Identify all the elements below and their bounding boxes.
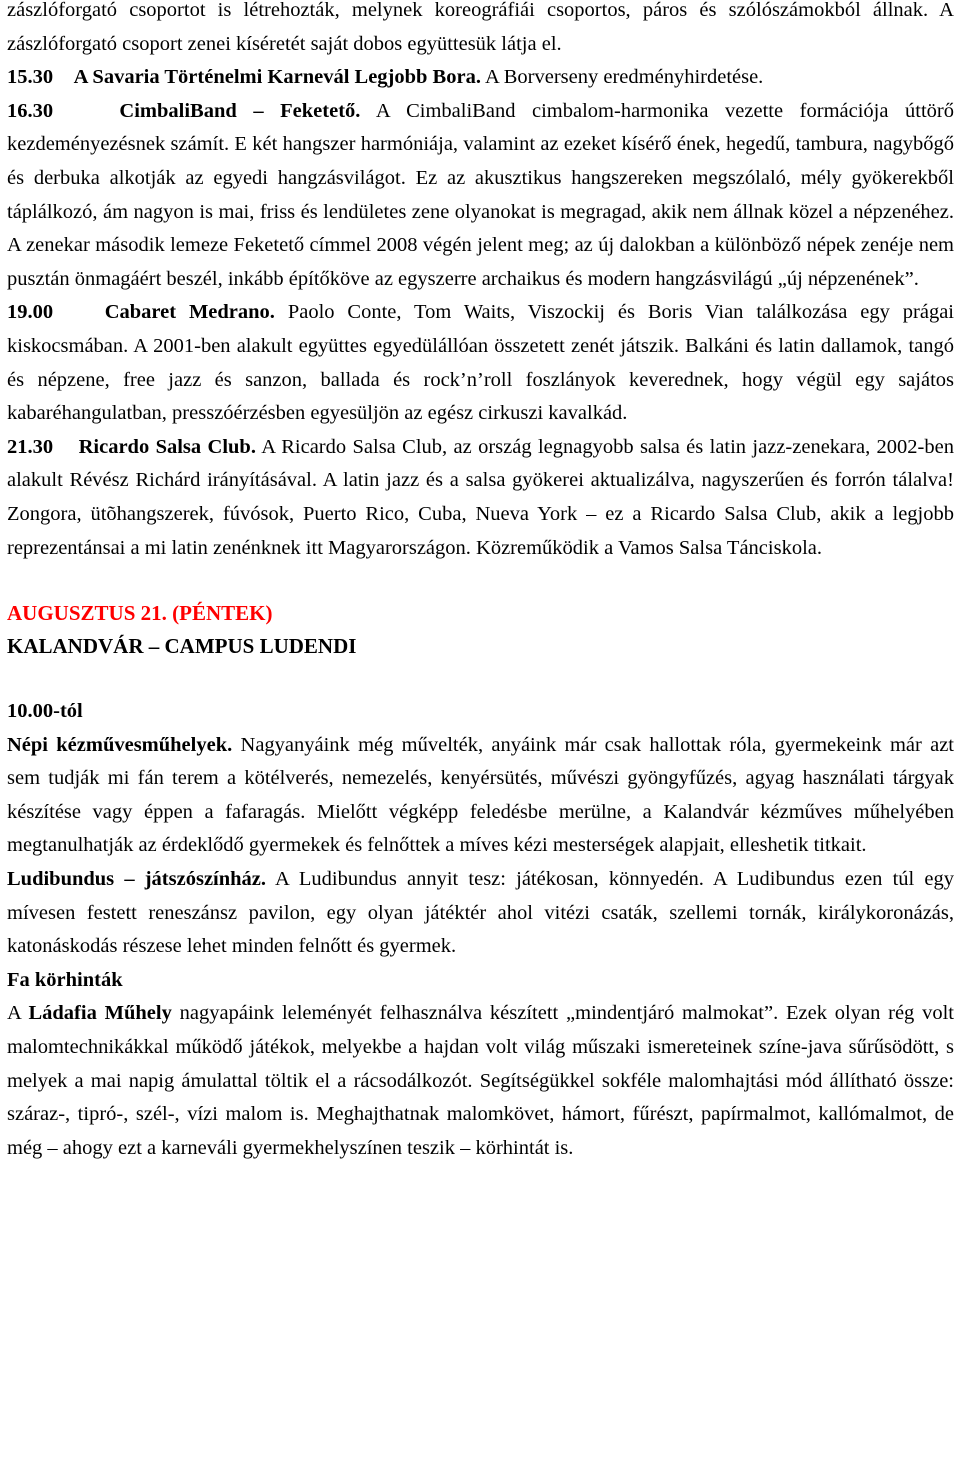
event-title: Cabaret Medrano. [104, 301, 275, 324]
workshop-carousels-title [7, 964, 954, 998]
workshop-title: Népi kézművesműhelyek. [7, 733, 233, 756]
spacer [7, 565, 954, 597]
workshop-description: Nagyanyáink még művelték, anyáink már csak hallottak róla, gyermekeink már azt sem tudják mi fán terem a kötélverés, nemezelés, kenyérsütés, művészi gyöngyfűzés, agyag használati tárgyak készítése vagy éppen a fafaragás. Mielőtt végképp feledésbe merülne, a Kalandvár kézműves műhelyében megtanulhatják az érdeklődő gyermekek és felnőttek a míves kézi mesterségek alapjait, elleshetik titkait. [7, 733, 954, 857]
spacer [7, 663, 954, 695]
event-time: 16.30 [7, 99, 54, 122]
workshop-maker: Ládafia Műhely [28, 1002, 172, 1025]
event-cabaret-medrano [7, 296, 954, 430]
event-description: A Borverseny eredményhirdetése. [480, 66, 764, 89]
workshop-prefix: A [7, 1002, 29, 1025]
day-heading: AUGUSZTUS 21. (PÉNTEK) [7, 601, 273, 626]
workshop-description: A Ludibundus annyit tesz: játékosan, könnyedén. A Ludibundus ezen túl egy mívesen festett reneszánsz pavilon, egy olyan játéktér ahol vitézi csaták, szellemi tornák, királykoronázás, katonáskodás részese lehet minden felnőtt és gyermek. [7, 868, 954, 958]
venue-heading: KALANDVÁR – CAMPUS LUDENDI [7, 634, 357, 659]
workshop-description: nagyapáink leleményét felhasználva készített „mindentjáró malmokat”. Ezek olyan rég volt malomtechnikákkal működő játékok, melyekbe a hajdan volt világ műszaki ismereteinek színe-java sűrűsödött, s melyek a mai napig ámulattal töltik el a rácsodálkozót. Segítségükkel sokféle malomhajtási mód állítható össze: száraz-, tipró-, szél-, vízi malom is. Meghajthatnak malomkövet, hámort, fűrészt, papírmalmot, kallómalmot, de még – ahogy ezt a karneváli gyermekhelyszínen teszik – körhintát is. [7, 1002, 954, 1159]
event-title: Ricardo Salsa Club. [78, 435, 256, 458]
workshop-title: Fa körhinták [7, 968, 123, 991]
time-heading [7, 695, 954, 729]
paragraph-flag-twirlers: zászlóforgató csoportot is létrehozták, melynek koreográfiái csoportos, páros és szólószámokból állnak. A zászlóforgató csoport zenei kíséretét saját dobos együttesük látja el. [7, 0, 954, 55]
workshop-folk-crafts [7, 729, 954, 863]
start-time: 10.00-tól [7, 700, 83, 723]
event-time: 15.30 [7, 66, 54, 89]
event-time: 21.30 [7, 435, 54, 458]
event-description: A CimbaliBand cimbalom-harmonika vezette formációja úttörő kezdeményezésnek számít. E két hangszer harmóniája, valamint az ezeket kísérő ének, hegedű, tambura, nagybőgő és derbuka alkotják az egyedi hangzásvilágot. Ez az akusztikus hangszereken megszólaló, mély gyökerekből táplálkozó, ám nagyon is mai, friss és lendületes zene olyanokat is megragad, akik nem állnak közel a népzenéhez. A zenekar második lemeze Feketető címmel 2008 végén jelent meg; az új dalokban a különböző népek zenéje nem pusztán önmagáért beszél, inkább építőköve az egyszerre archaikus és modern hangzásvilágú „új népzenének”. [7, 99, 954, 290]
workshop-title: Ludibundus – játszószínház. [7, 868, 267, 891]
event-ricardo-salsa [7, 431, 954, 565]
event-cimbaliband [7, 95, 954, 297]
event-time: 19.00 [7, 301, 54, 324]
event-description: Paolo Conte, Tom Waits, Viszockij és Boris Vian találkozása egy prágai kiskocsmában. A 2001-ben alakult együttes egyedülállóan összetett zenét játszik. Balkáni és latin dallamok, tangó és népzene, free jazz és sanzon, ballada és rock’n’roll foszlányok keverednek, hogy végül egy sajátos kabaréhangulatban, presszóérzésben egyesüljön az egész cirkuszi kavalkád. [7, 301, 954, 425]
event-borverseny [7, 61, 954, 95]
event-title: CimbaliBand – Feketető. [119, 99, 361, 122]
workshop-ludibundus [7, 863, 954, 964]
event-description: A Ricardo Salsa Club, az ország legnagyobb salsa és latin jazz-zenekara, 2002-ben alakult Révész Richárd irányításával. A latin jazz és a salsa gyökerei aktualizálva, nagyszerűen és forrón tálalva! Zongora, ütõhangszerek, fúvósok, Puerto Rico, Cuba, Nueva York – ez a Ricardo Salsa Club, akik a legjobb reprezentánsai a mi latin zenénknek itt Magyarországon. Közreműködik a Vamos Salsa Tánciskola. [7, 435, 954, 559]
workshop-ladafia [7, 997, 954, 1165]
event-title: A Savaria Történelmi Karnevál Legjobb Bora. [73, 66, 481, 89]
